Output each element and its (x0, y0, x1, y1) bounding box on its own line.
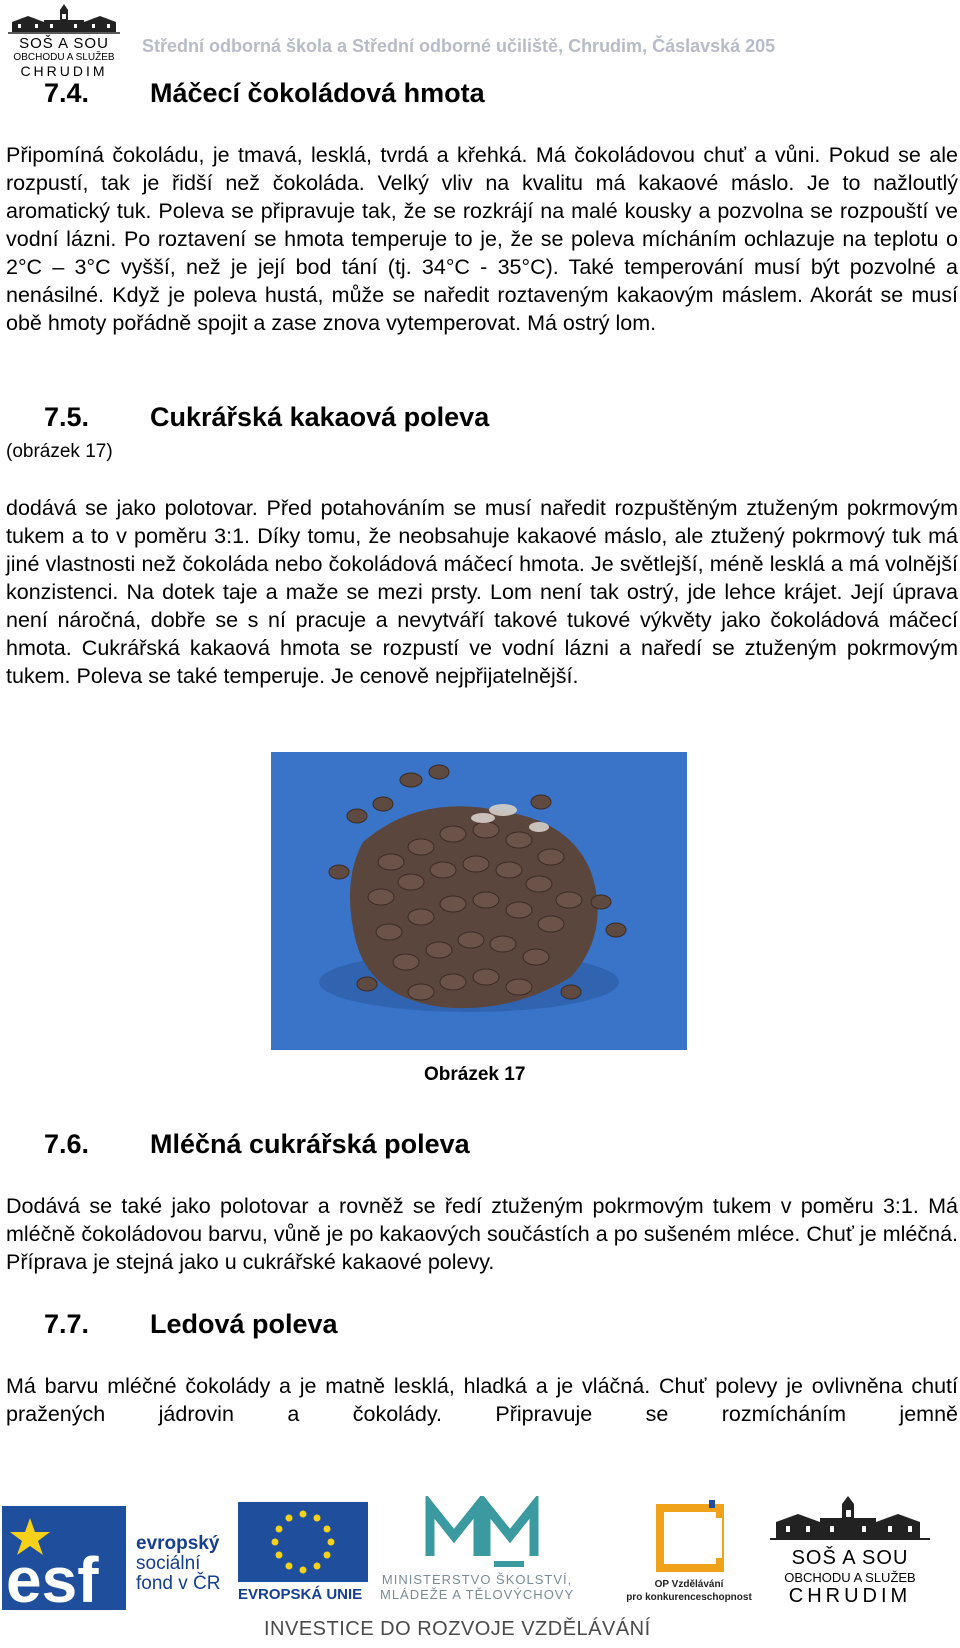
castle-icon (770, 1494, 930, 1540)
footer-slogan: INVESTICE DO ROZVOJE VZDĚLÁVÁNÍ (264, 1618, 651, 1640)
esf-line-1: evropský (136, 1533, 220, 1554)
logo-line-1: SOŠ A SOU (791, 1547, 909, 1569)
esf-line-2: sociální (136, 1553, 201, 1574)
esf-text (136, 1534, 220, 1594)
op-logo-icon (650, 1498, 730, 1574)
section-title: Cukrářská kakaová poleva (150, 402, 490, 432)
esf-logo-icon (0, 1504, 140, 1614)
section-paragraph: Dodává se také jako polotovar a rovněž se ředí ztuženým pokrmovým tukem v poměru 3:1. Má mléčně čokoládovou barvu, vůně je po kakaových součástích a po sušeném mléce. Chuť je mléčná. Příprava je stejná jako u cukrářské kakaové polevy. (6, 1194, 958, 1274)
section-title: Máčecí čokoládová hmota (150, 78, 485, 108)
school-logo-footer (770, 1494, 930, 1608)
figure-caption: Obrázek 17 (424, 1064, 526, 1085)
eu-label: EVROPSKÁ UNIE (238, 1586, 363, 1603)
section-paragraph: dodává se jako polotovar. Před potahováním se musí naředit rozpuštěným ztuženým pokrmovým tukem a to v poměru 3:1. Díky tomu, že neobsahuje kakaové máslo, ale ztužený pokrmový tuk má jiné vlastnosti než čokoláda nebo čokoládová máčecí hmota. Je světlejší, méně lesklá a má volnější konzistenci. Na dotek taje a maže se mezi prsty. Lom není tak ostrý, jde lehce krájet. Její úprava není náročná, dobře se s ní pracuje a nevytváří takové tukové výkvěty jako čokoládová máčecí hmota. Cukrářská kakaová hmota se rozpustí ve vodní lázni a naředí se ztuženým pokrmovým tukem. Poleva se také temperuje. Je cenově nejpřijatelnější. (6, 496, 958, 688)
figure-photo (271, 752, 687, 1050)
section-paragraph: Připomíná čokoládu, je tmavá, lesklá, tvrdá a křehká. Má čokoládovou chuť a vůni. Pokud se ale rozpustí, tak je řidší než čokoláda. Velký vliv na kvalitu má kakaové máslo. Je to nažloutlý aromatický tuk. Poleva se připravuje tak, že se rozkrájí na malé kousky a pozvolna se rozpouští ve vodní lázni. Po roztavení se hmota temperuje to je, že se poleva mícháním ochlazuje na teplotu o 2°C – 3°C vyšší, než je její bod tání (tj. 34°C - 35°C). Také temperování musí být pozvolné a nenásilné. Když je poleva hustá, může se naředit roztaveným kakaovým máslem. Akorát se musí obě hmoty pořádně spojit a zase znova vytemperovat. Má ostrý lom. (6, 143, 958, 335)
msmt-line-1: MINISTERSTVO ŠKOLSTVÍ, (381, 1572, 573, 1587)
logo-line-2: OBCHODU A SLUŽEB (784, 1570, 916, 1585)
section-paragraph: Má barvu mléčné čokolády a je matně lesklá, hladká a je vláčná. Chuť polevy je ovlivněna chutí pražených jádrovin a čokolády. Připravuje se rozmícháním jemně (6, 1374, 958, 1426)
logo-line-3: CHRUDIM (788, 1585, 912, 1607)
svg-text:esf: esf (6, 1544, 99, 1614)
section-number: 7.5. (44, 402, 90, 432)
section-number: 7.6. (44, 1129, 90, 1159)
figure-reference: (obrázek 17) (6, 441, 113, 462)
castle-icon (8, 2, 120, 34)
op-label (614, 1578, 764, 1604)
eu-flag-icon (238, 1502, 368, 1582)
logo-line-3: CHRUDIM (20, 63, 108, 79)
msmt-logo-icon (424, 1496, 544, 1570)
esf-line-3: fond v ČR (136, 1573, 221, 1594)
school-name: Střední odborná škola a Střední odborné učiliště, Chrudim, Čáslavská 205 (142, 36, 776, 56)
msmt-label (380, 1572, 574, 1602)
op-line-1: OP Vzdělávání (654, 1579, 724, 1590)
logo-line-1: SOŠ A SOU (19, 35, 109, 52)
page-footer (0, 1488, 960, 1648)
msmt-line-2: MLÁDEŽE A TĚLOVÝCHOVY (380, 1587, 575, 1602)
op-line-2: pro konkurenceschopnost (626, 1592, 752, 1603)
section-title: Ledová poleva (150, 1309, 338, 1339)
section-title: Mléčná cukrářská poleva (150, 1129, 470, 1159)
section-number: 7.4. (44, 78, 90, 108)
section-number: 7.7. (44, 1309, 90, 1339)
chocolate-pastilles-image (271, 752, 687, 1050)
page-header (0, 0, 960, 82)
school-logo (8, 2, 120, 80)
logo-line-2: OBCHODU A SLUŽEB (13, 52, 115, 63)
